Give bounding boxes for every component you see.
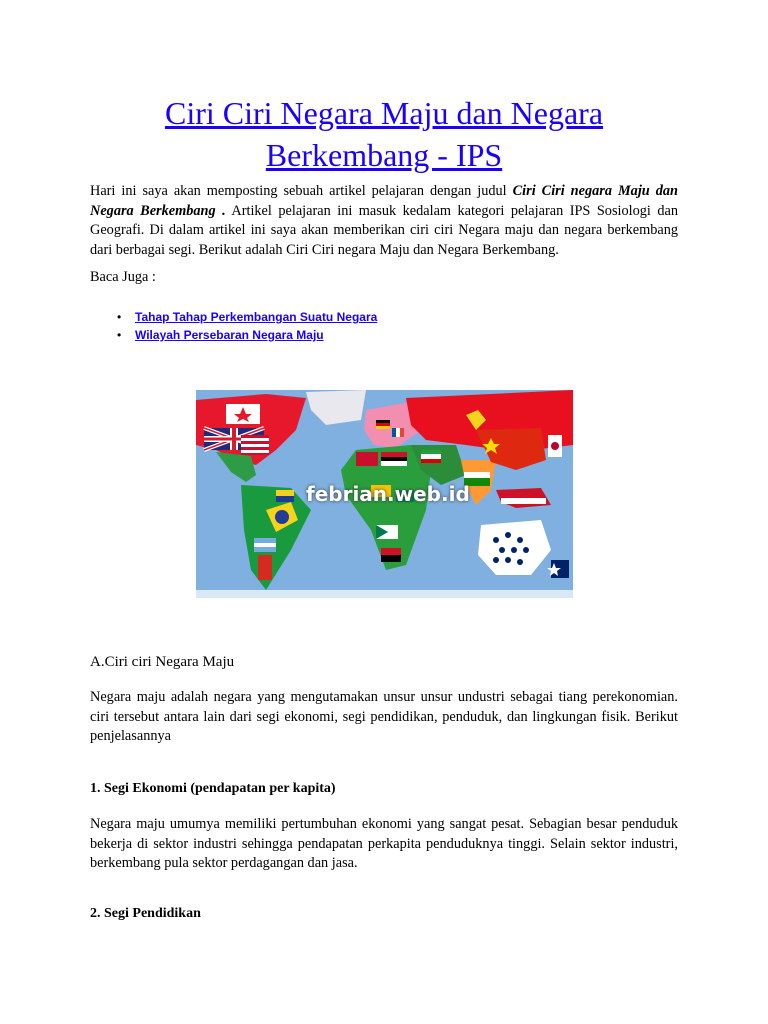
list-item [90,326,377,344]
section-a-paragraph: Negara maju adalah negara yang mengutamakan unsur unsur undustri sebagai tiang perekonomian. ciri tersebut antara lain dari segi ekonomi, segi pendidikan, penduduk, dan lingkungan fisik. Berikut penjelasannya [90,689,678,744]
point1-paragraph: Negara maju umumya memiliki pertumbuhan ekonomi yang sangat pesat. Sebagian besar penduduk bekerja di sektor industri sehingga pendapatan perkapita penduduknya tinggi. Selain sektor industri, berkembang pula sektor perdagangan dan jasa. [90,816,678,871]
section-a-heading: A.Ciri ciri Negara Maju [90,654,235,670]
point1-heading: 1. Segi Ekonomi (pendapatan per kapita) [90,781,336,796]
article-title [90,92,678,176]
related-links-list [90,308,377,344]
point2-heading: 2. Segi Pendidikan [90,906,201,921]
intro-text-1: Hari ini saya akan memposting sebuah artikel pelajaran dengan judul [90,183,513,199]
intro-italic-title: Ciri Ciri negara Maju dan Negara Berkembang . [90,183,678,219]
intro-paragraph [90,182,678,260]
intro-text-2: Artikel pelajaran ini masuk kedalam kategori pelajaran IPS Sosiologi dan Geografi. Di dalam artikel ini saya akan memberikan ciri ciri Negara maju dan negara berkembang dari berbagai segi. Berikut adalah Ciri Ciri negara Maju dan Negara Berkembang. [90,202,679,258]
map-watermark: febrian.web.id [306,482,470,506]
related-link-wilayah[interactable]: Wilayah Persebaran Negara Maju [135,328,324,342]
bullet-icon: • [117,328,122,342]
bullet-icon: • [117,310,122,324]
baca-juga-label: Baca Juga : [90,269,156,285]
related-link-tahap[interactable]: Tahap Tahap Perkembangan Suatu Negara [135,310,378,324]
article-title-link[interactable]: Ciri Ciri Negara Maju dan Negara Berkembang - IPS [164,95,604,173]
world-flag-map-image [196,390,573,598]
list-item [90,308,377,326]
